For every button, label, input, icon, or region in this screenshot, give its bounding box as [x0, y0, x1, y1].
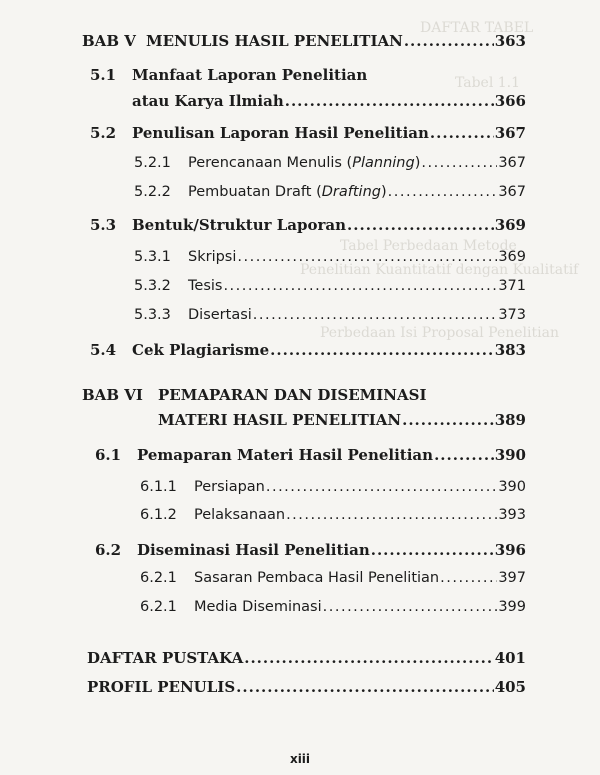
- leader-dots: [430, 124, 494, 142]
- leader-dots: [388, 184, 498, 200]
- section-title: Bentuk/Struktur Laporan: [132, 216, 347, 234]
- subsection-number: 5.2.2: [134, 184, 171, 200]
- camscanner-watermark: [575, 620, 591, 770]
- leader-dots: [434, 446, 494, 464]
- section-title: Penulisan Laporan Hasil Penelitian: [132, 124, 429, 142]
- page-number: 369: [494, 216, 526, 234]
- section-title-cont: atau Karya Ilmiah: [132, 92, 284, 110]
- toc-subsection-6-2-1[interactable]: [140, 570, 526, 586]
- toc-section-5-3[interactable]: [90, 216, 526, 234]
- subsection-title: Disertasi: [188, 307, 252, 323]
- toc-subsection-5-2-1[interactable]: [134, 155, 526, 171]
- leader-dots: [236, 678, 494, 696]
- subsection-number: 6.1.1: [140, 479, 177, 495]
- leader-dots: [440, 570, 497, 586]
- page-number: 396: [494, 541, 526, 559]
- page-number: 363: [494, 32, 526, 50]
- page-number: 383: [494, 341, 526, 359]
- subsection-title: Tesis: [188, 278, 223, 294]
- toc-subsection-5-3-1[interactable]: [134, 249, 526, 265]
- subsection-number: 5.3.3: [134, 307, 171, 323]
- leader-dots: [323, 599, 498, 615]
- section-number: 5.2: [90, 124, 117, 142]
- subsection-title: Media Diseminasi: [194, 599, 322, 615]
- section-number: 6.2: [95, 541, 122, 559]
- toc-section-6-2[interactable]: [95, 541, 526, 559]
- toc-chapter-6[interactable]: [158, 411, 526, 429]
- bleed-through: Tabel Perbedaan Metode: [340, 238, 517, 254]
- page-number: 390: [498, 479, 526, 495]
- leader-dots: [421, 155, 497, 171]
- subsection-number: 6.2.1: [140, 570, 177, 586]
- section-title: Diseminasi Hasil Penelitian: [137, 541, 370, 559]
- toc-subsection-6-1-2[interactable]: [140, 507, 526, 523]
- page-number: 405: [494, 678, 526, 696]
- toc-subsection-5-2-2[interactable]: [134, 184, 526, 200]
- entry-title: DAFTAR PUSTAKA: [87, 649, 244, 667]
- toc-subsection-6-1-1[interactable]: [140, 479, 526, 495]
- leader-dots: [347, 216, 494, 234]
- chapter-label: BAB VI: [82, 386, 143, 404]
- toc-subsection-5-3-3[interactable]: [134, 307, 526, 323]
- section-number: 5.1: [90, 66, 117, 84]
- chapter-title: MENULIS HASIL PENELITIAN: [146, 32, 403, 50]
- page-number: 366: [494, 92, 526, 110]
- toc-chapter-5[interactable]: [82, 32, 526, 50]
- section-title: Cek Plagiarisme: [132, 341, 270, 359]
- page-number: 373: [498, 307, 526, 323]
- subsection-title: Sasaran Pembaca Hasil Penelitian: [194, 570, 440, 586]
- leader-dots: [237, 249, 497, 265]
- leader-dots: [253, 307, 498, 323]
- page-number: 367: [498, 155, 526, 171]
- subsection-title: Pembuatan Draft (Drafting): [188, 184, 387, 200]
- bleed-through: Tabel 1.1: [455, 75, 521, 91]
- subsection-title: Pelaksanaan: [194, 507, 286, 523]
- bleed-through: DAFTAR TABEL: [420, 20, 534, 36]
- page-folio: xiii: [289, 752, 311, 766]
- toc-chapter-6-line1[interactable]: [82, 386, 427, 404]
- page-number: 367: [498, 184, 526, 200]
- subsection-number: 6.1.2: [140, 507, 177, 523]
- toc-section-5-4[interactable]: [90, 341, 526, 359]
- page-number: 390: [494, 446, 526, 464]
- subsection-number: 5.3.1: [134, 249, 171, 265]
- toc-subsection-5-3-2[interactable]: [134, 278, 526, 294]
- toc-section-5-2[interactable]: [90, 124, 526, 142]
- subsection-number: 6.2.1: [140, 599, 177, 615]
- section-number: 6.1: [95, 446, 122, 464]
- page-number: 389: [494, 411, 526, 429]
- bleed-through: Penelitian Kuantitatif dengan Kualitatif: [300, 262, 579, 278]
- leader-dots: [270, 341, 494, 359]
- page-number: 369: [498, 249, 526, 265]
- toc-profil-penulis[interactable]: [87, 678, 526, 696]
- page-number: 367: [494, 124, 526, 142]
- entry-title: PROFIL PENULIS: [87, 678, 236, 696]
- bleed-through: Perbedaan Isi Proposal Penelitian: [320, 325, 559, 341]
- subsection-title: Persiapan: [194, 479, 265, 495]
- section-title: Pemaparan Materi Hasil Penelitian: [137, 446, 434, 464]
- page-number: 371: [498, 278, 526, 294]
- section-number: 5.3: [90, 216, 117, 234]
- leader-dots: [402, 411, 494, 429]
- chapter-title: PEMAPARAN DAN DISEMINASI: [158, 386, 427, 404]
- page-number: 399: [498, 599, 526, 615]
- toc-section-6-1[interactable]: [95, 446, 526, 464]
- toc-subsection-6-2-1-media[interactable]: [140, 599, 526, 615]
- toc-section-5-1[interactable]: [132, 92, 526, 110]
- subsection-number: 5.3.2: [134, 278, 171, 294]
- leader-dots: [286, 507, 497, 523]
- section-title: Manfaat Laporan Penelitian: [132, 66, 368, 84]
- page-number: 401: [494, 649, 526, 667]
- page-number: 397: [498, 570, 526, 586]
- toc-section-5-1-line1[interactable]: [90, 66, 367, 84]
- subsection-number: 5.2.1: [134, 155, 171, 171]
- toc-daftar-pustaka[interactable]: [87, 649, 526, 667]
- subsection-title: Skripsi: [188, 249, 237, 265]
- leader-dots: [266, 479, 497, 495]
- chapter-title-cont: MATERI HASIL PENELITIAN: [158, 411, 402, 429]
- chapter-label: BAB V: [82, 32, 136, 50]
- section-number: 5.4: [90, 341, 117, 359]
- leader-dots: [223, 278, 497, 294]
- subsection-title: Perencanaan Menulis (Planning): [188, 155, 421, 171]
- page-number: 393: [498, 507, 526, 523]
- leader-dots: [404, 32, 494, 50]
- leader-dots: [371, 541, 494, 559]
- leader-dots: [285, 92, 494, 110]
- leader-dots: [244, 649, 493, 667]
